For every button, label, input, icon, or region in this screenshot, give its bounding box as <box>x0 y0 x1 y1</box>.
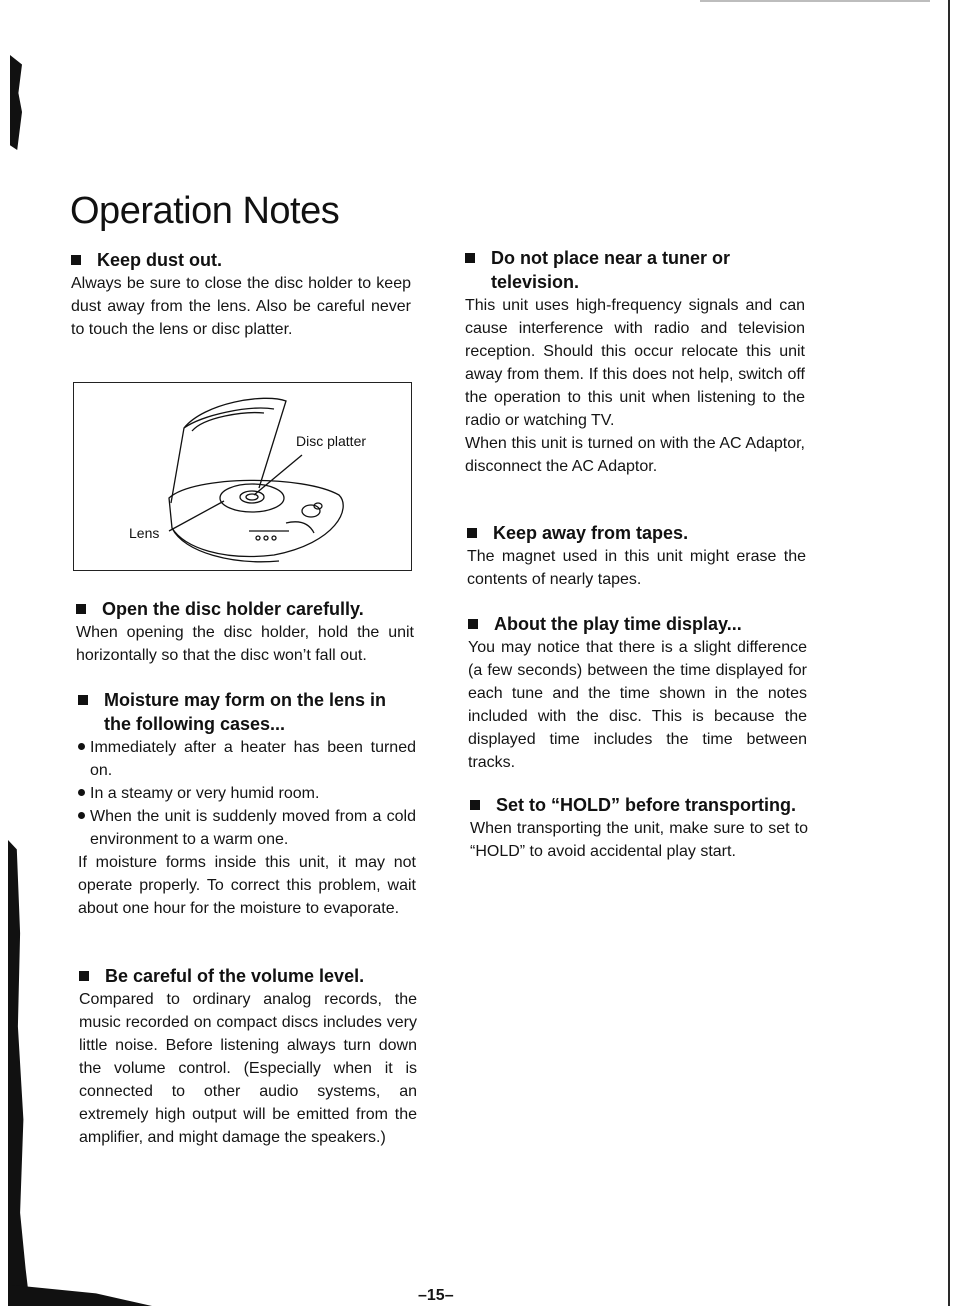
section-keep-dust-out <box>71 248 411 341</box>
section-open-disc-holder <box>76 597 414 667</box>
section-heading: Set to “HOLD” before transporting. <box>470 793 808 817</box>
section-tuner-television <box>465 246 805 478</box>
section-body: You may notice that there is a slight difference (a few seconds) between the time displayed for each tune and the time shown in the notes included with the disc. This is because the displayed time includes the time between tracks. <box>468 639 807 771</box>
section-heading: About the play time display... <box>468 612 807 636</box>
moisture-cases-list <box>78 736 416 851</box>
square-bullet-icon <box>467 528 477 538</box>
scan-edge-top <box>700 0 930 2</box>
section-moisture <box>78 688 416 920</box>
section-body: When transporting the unit, make sure to set to “HOLD” to avoid accidental play start. <box>470 820 808 860</box>
square-bullet-icon <box>79 971 89 981</box>
scan-edge-right <box>948 0 950 1306</box>
square-bullet-icon <box>76 604 86 614</box>
scan-shadow-mark <box>12 1285 152 1306</box>
section-heading: Be careful of the volume level. <box>79 964 417 988</box>
square-bullet-icon <box>465 253 475 263</box>
cd-player-illustration <box>74 383 413 572</box>
page-title: Operation Notes <box>70 190 340 232</box>
lens-label: Lens <box>129 525 160 541</box>
square-bullet-icon <box>78 695 88 705</box>
section-keep-away-tapes <box>467 521 806 591</box>
list-item: Immediately after a heater has been turned on. <box>78 736 416 782</box>
section-heading: Open the disc holder carefully. <box>76 597 414 621</box>
section-body: When opening the disc holder, hold the unit horizontally so that the disc won’t fall out. <box>76 624 414 664</box>
square-bullet-icon <box>468 619 478 629</box>
square-bullet-icon <box>71 255 81 265</box>
section-body: When this unit is turned on with the AC Adaptor, disconnect the AC Adaptor. <box>465 435 805 475</box>
section-set-to-hold <box>470 793 808 863</box>
square-bullet-icon <box>470 800 480 810</box>
section-volume-level <box>79 964 417 1149</box>
section-heading: Do not place near a tuner or television. <box>465 246 805 294</box>
section-heading: Moisture may form on the lens in the following cases... <box>78 688 416 736</box>
page-number: –15– <box>418 1287 454 1304</box>
section-body: This unit uses high-frequency signals and can cause interference with radio and television reception. Should this occur relocate this unit away from them. If this does not help, switch off the operation to this unit when listening to the radio or watching TV. <box>465 297 805 429</box>
round-bullet-icon <box>78 789 85 796</box>
section-heading: Keep away from tapes. <box>467 521 806 545</box>
section-body: If moisture forms inside this unit, it may not operate properly. To correct this problem, wait about one hour for the moisture to evaporate. <box>78 854 416 917</box>
cd-player-figure <box>73 382 412 571</box>
section-body: The magnet used in this unit might erase the contents of nearly tapes. <box>467 548 806 588</box>
scan-shadow-mark <box>8 840 30 1306</box>
round-bullet-icon <box>78 743 85 750</box>
round-bullet-icon <box>78 812 85 819</box>
section-body: Always be sure to close the disc holder to keep dust away from the lens. Also be careful never to touch the lens or disc platter. <box>71 275 411 338</box>
section-play-time-display <box>468 612 807 774</box>
section-body: Compared to ordinary analog records, the music recorded on compact discs includes very little noise. Before listening always turn down the volume control. (Especially when it is connected to other audio systems, an extremely high output will be emitted from the amplifier, and might damage the speakers.) <box>79 991 417 1146</box>
section-heading: Keep dust out. <box>71 248 411 272</box>
scan-shadow-mark <box>10 55 22 150</box>
list-item: When the unit is suddenly moved from a cold environment to a warm one. <box>78 805 416 851</box>
list-item: In a steamy or very humid room. <box>78 782 416 805</box>
disc-platter-label: Disc platter <box>296 433 367 449</box>
